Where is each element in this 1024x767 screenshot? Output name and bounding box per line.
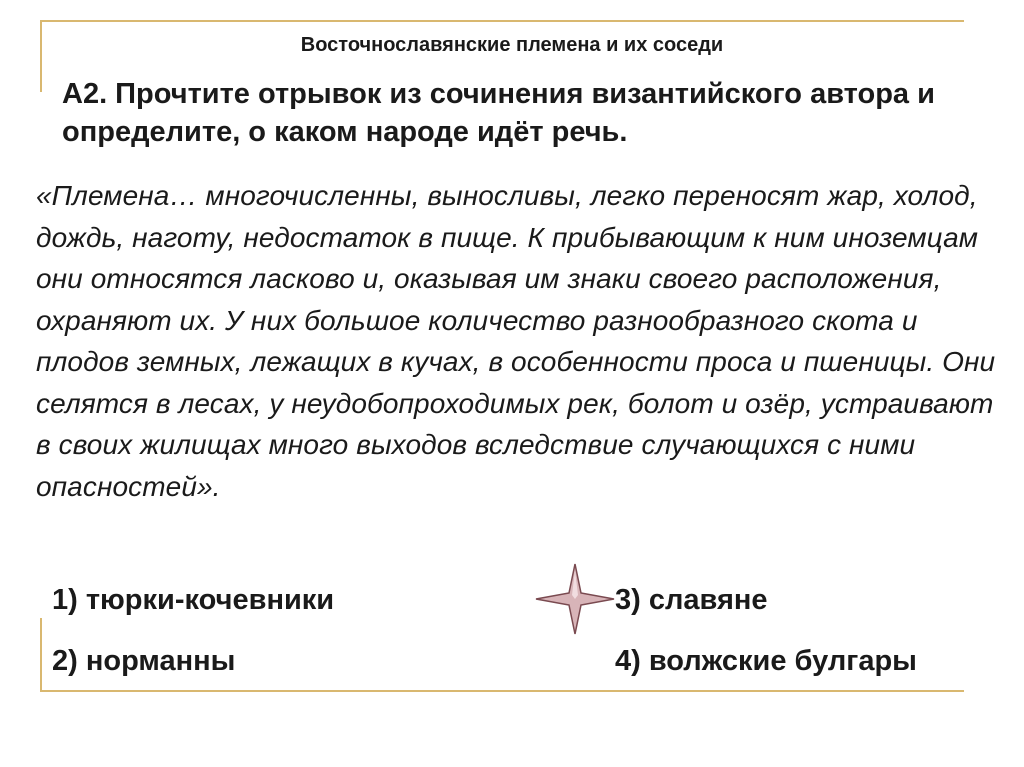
question-text: А2. Прочтите отрывок из сочинения византийского автора и определите, о каком народе идёт речь. (62, 78, 935, 148)
answer-option-4[interactable]: 4) волжские булгары (615, 645, 917, 677)
answer-option-3[interactable]: 3) славяне (615, 584, 768, 616)
frame-top-line (40, 20, 964, 22)
answer-option-1[interactable]: 1) тюрки-кочевники (52, 584, 335, 616)
four-point-star-icon (534, 562, 616, 636)
quote-text: «Племена… многочисленны, выносливы, легко переносят жар, холод, дождь, наготу, недостаток в пище. К прибывающим к ним иноземцам они относятся ласково и, оказывая им знаки своего расположения, охраняют их. У них большое количество разнообразного скота и плодов земных, лежащих в кучах, в особенности проса и пшеницы. Они селятся в лесах, у неудобопроходимых рек, болот и озёр, устраивают в своих жилищах много выходов вследствие случающихся с ними опасностей». (36, 180, 996, 502)
frame-left-bottom-line (40, 618, 42, 692)
page-title: Восточнославянские племена и их соседи (300, 34, 724, 56)
answer-option-2[interactable]: 2) норманны (52, 645, 236, 677)
frame-bottom-line (40, 690, 964, 692)
